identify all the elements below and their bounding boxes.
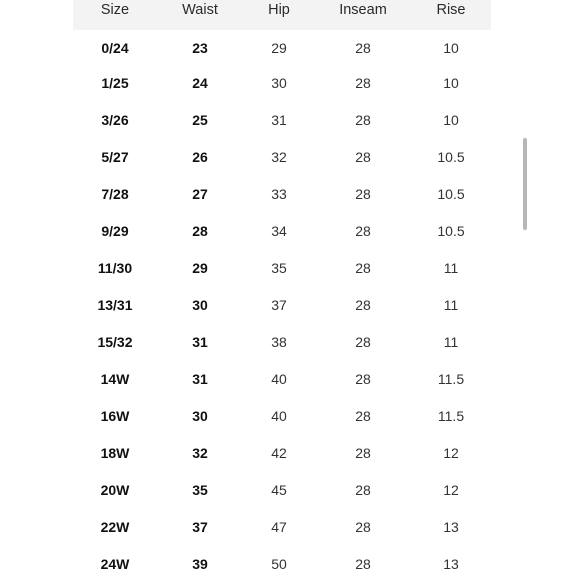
header-waist: Waist <box>182 2 218 18</box>
cell-size: 22W <box>100 518 130 535</box>
cell-hip: 30 <box>271 74 287 91</box>
table-row <box>73 101 491 138</box>
cell-waist: 31 <box>192 370 208 387</box>
table-row <box>73 249 491 286</box>
header-inseam: Inseam <box>339 2 387 18</box>
cell-size: 5/27 <box>101 148 129 165</box>
table-row <box>73 434 491 471</box>
cell-rise: 10.5 <box>437 222 465 239</box>
cell-hip: 38 <box>271 333 287 350</box>
cell-rise: 10 <box>443 111 459 128</box>
cell-waist: 26 <box>192 148 208 165</box>
cell-rise: 10.5 <box>437 148 465 165</box>
cell-size: 18W <box>100 444 130 461</box>
cell-size: 11/30 <box>97 259 133 276</box>
cell-waist: 28 <box>192 222 208 239</box>
cell-inseam: 28 <box>355 222 371 239</box>
cell-hip: 32 <box>271 148 287 165</box>
cell-hip: 45 <box>271 481 287 498</box>
cell-waist: 35 <box>192 481 208 498</box>
table-row <box>73 323 491 360</box>
cell-hip: 40 <box>271 370 287 387</box>
cell-inseam: 28 <box>355 518 371 535</box>
cell-waist: 27 <box>192 185 208 202</box>
cell-rise: 11 <box>443 296 459 313</box>
cell-waist: 29 <box>192 259 208 276</box>
table-row <box>73 471 491 508</box>
cell-size: 3/26 <box>101 111 129 128</box>
cell-hip: 40 <box>271 407 287 424</box>
cell-inseam: 28 <box>355 148 371 165</box>
table-header <box>73 0 491 30</box>
cell-inseam: 28 <box>355 40 371 56</box>
cell-inseam: 28 <box>355 407 371 424</box>
cell-waist: 31 <box>192 333 208 350</box>
cell-size: 14W <box>100 370 130 387</box>
cell-rise: 10.5 <box>437 185 465 202</box>
cell-inseam: 28 <box>355 333 371 350</box>
header-row <box>73 0 491 30</box>
cell-size: 15/32 <box>97 333 133 350</box>
table-row <box>73 212 491 249</box>
cell-rise: 13 <box>443 555 459 572</box>
scrollbar-thumb[interactable] <box>523 138 527 230</box>
cell-inseam: 28 <box>355 481 371 498</box>
table-row <box>73 175 491 212</box>
header-size: Size <box>100 2 130 18</box>
cell-waist: 39 <box>192 555 208 572</box>
cell-rise: 12 <box>443 481 459 498</box>
cell-hip: 31 <box>271 111 287 128</box>
cell-size: 24W <box>100 555 130 572</box>
cell-hip: 29 <box>271 40 287 56</box>
table-row <box>73 545 491 580</box>
cell-hip: 35 <box>271 259 287 276</box>
cell-waist: 30 <box>192 296 208 313</box>
cell-inseam: 28 <box>355 185 371 202</box>
cell-hip: 37 <box>271 296 287 313</box>
cell-rise: 11.5 <box>437 370 465 387</box>
table-row <box>73 64 491 101</box>
cell-inseam: 28 <box>355 555 371 572</box>
cell-rise: 12 <box>443 444 459 461</box>
cell-size: 0/24 <box>101 40 129 56</box>
table-row <box>73 138 491 175</box>
cell-waist: 23 <box>192 40 208 56</box>
cell-size: 20W <box>100 481 130 498</box>
table-row <box>73 286 491 323</box>
cell-waist: 25 <box>192 111 208 128</box>
cell-rise: 11 <box>443 259 459 276</box>
table-row <box>73 397 491 434</box>
size-chart-table <box>73 0 491 580</box>
table-row <box>73 30 491 64</box>
cell-inseam: 28 <box>355 296 371 313</box>
cell-size: 9/29 <box>101 222 129 239</box>
cell-size: 7/28 <box>101 185 129 202</box>
table-body <box>73 30 491 580</box>
cell-rise: 10 <box>443 40 459 56</box>
cell-rise: 11.5 <box>437 407 465 424</box>
header-hip: Hip <box>268 2 290 18</box>
cell-rise: 13 <box>443 518 459 535</box>
cell-inseam: 28 <box>355 259 371 276</box>
table-row <box>73 360 491 397</box>
table-row <box>73 508 491 545</box>
cell-hip: 42 <box>271 444 287 461</box>
cell-hip: 33 <box>271 185 287 202</box>
cell-size: 1/25 <box>101 74 129 91</box>
cell-inseam: 28 <box>355 74 371 91</box>
cell-size: 13/31 <box>97 296 133 313</box>
cell-inseam: 28 <box>355 444 371 461</box>
cell-waist: 32 <box>192 444 208 461</box>
header-rise: Rise <box>436 2 466 18</box>
cell-waist: 24 <box>192 74 208 91</box>
cell-waist: 30 <box>192 407 208 424</box>
cell-size: 16W <box>100 407 130 424</box>
cell-hip: 34 <box>271 222 287 239</box>
cell-rise: 10 <box>443 74 459 91</box>
cell-hip: 47 <box>271 518 287 535</box>
cell-inseam: 28 <box>355 111 371 128</box>
cell-inseam: 28 <box>355 370 371 387</box>
cell-waist: 37 <box>192 518 208 535</box>
cell-rise: 11 <box>443 333 459 350</box>
cell-hip: 50 <box>271 555 287 572</box>
